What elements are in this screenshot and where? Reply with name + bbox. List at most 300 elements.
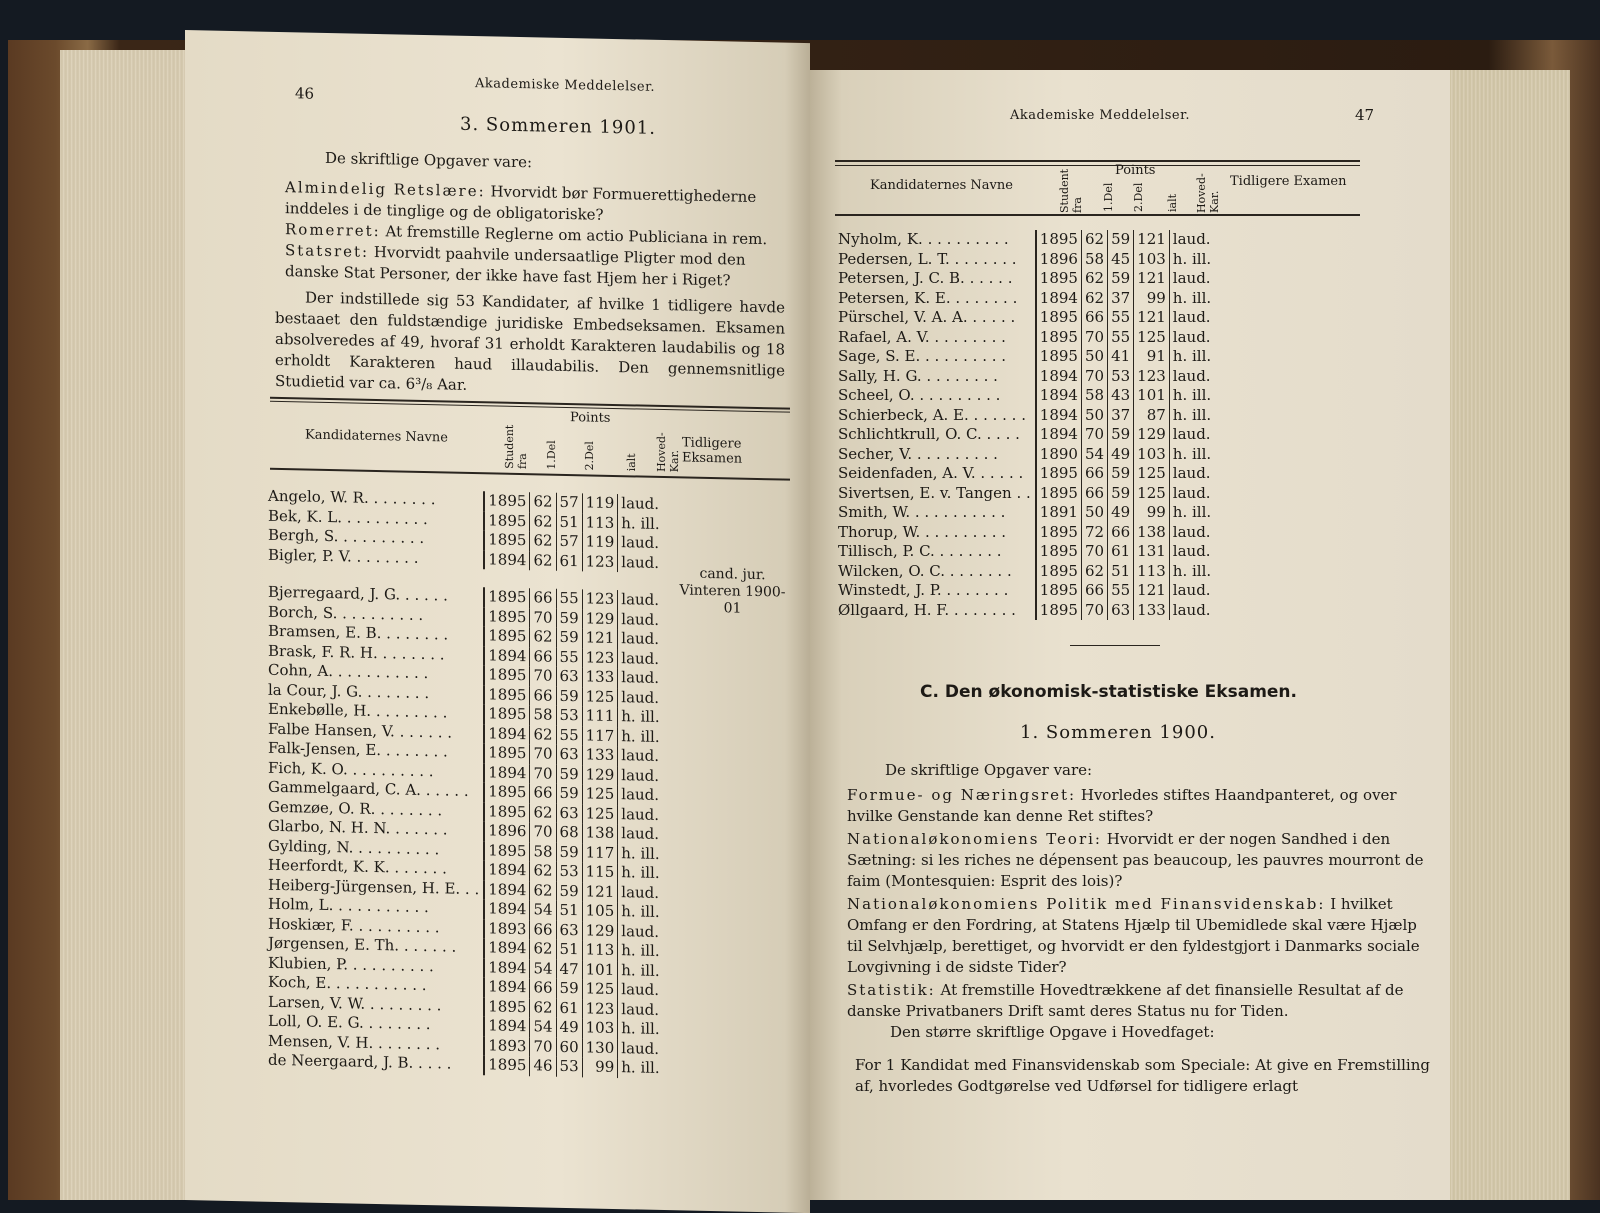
main-grade: h. ill. [618,961,665,981]
points-part-1: 54 [530,959,556,979]
student-year: 1895 [484,511,530,531]
main-grade: laud. [618,883,665,903]
student-year: 1894 [484,724,530,744]
section-c-title: C. Den økonomisk-statistiske Eksamen. [920,682,1297,702]
points-part-1: 62 [1081,269,1107,289]
points-total: 115 [582,862,618,882]
student-year: 1895 [484,802,530,822]
points-total: 133 [582,667,618,687]
column-header-del1: 1.Del [545,440,558,470]
table-row [835,445,1216,465]
larger-assignment-text: For 1 Kandidat med Finansvidenskab som Speciale: At give en Fremstilling af, hvorledes Godtgørelse ved Udførsel for tidligere erlagt [855,1056,1430,1095]
main-grade: laud. [1169,328,1216,348]
points-part-2: 51 [1108,562,1134,582]
points-part-1: 58 [1081,250,1107,270]
assignment-text: Hvorvidt paahvile undersaatlige Pligter mod den danske Stat Personer, der ikke have fast Hjem her i Riget? [285,242,746,290]
points-part-1: 50 [1081,406,1107,426]
candidate-name: Petersen, J. C. B. . . . . . [838,269,1013,287]
points-part-1: 70 [530,666,556,686]
column-header-hoved: Hoved-Kar. [1195,173,1221,213]
assignment-text: Hvorvidt er der nogen Sandhed i den Sætning: si les riches ne dépensent pas beaucoup, les pauvres mourront de faim (Montesquien: Esprit des lois)? [847,830,1424,890]
larger-assignment-heading: Den større skriftlige Opgave i Hovedfaget: [890,1023,1215,1041]
points-part-2: 55 [1108,308,1134,328]
assignment-item [847,785,1427,827]
candidate-name: Bigler, P. V. . . . . . . . [268,545,419,567]
column-header-del2: 2.Del [1132,182,1145,212]
student-year: 1895 [484,704,530,724]
column-header-tidligere: Tidligere Eksamen [682,435,743,467]
table-row [835,367,1216,387]
points-part-1: 70 [530,608,556,628]
grades-table [265,487,664,1079]
student-year: 1895 [484,782,530,802]
main-grade: h. ill. [618,727,665,747]
main-grade: h. ill. [618,941,665,961]
candidate-name: Mensen, V. H. . . . . . . . [268,1031,441,1053]
student-year: 1895 [484,665,530,685]
table-row [835,601,1216,621]
points-part-1: 66 [1081,464,1107,484]
assignment-text: I hvilket Omfang er den Fordring, at Statens Hjælp til Ubemidlede skal være Hjælp til Selvhjælp, berettiget, og hvorvidt er den fyldestgjort i Danmarks sociale Lovgivning i de sidste Tider? [847,895,1420,976]
main-grade: laud. [618,922,665,942]
points-part-1: 62 [530,998,556,1018]
points-part-1: 66 [1081,484,1107,504]
points-part-2: 59 [1108,464,1134,484]
candidate-name: Gylding, N. . . . . . . . . . [268,836,440,858]
page-edges-left [60,50,200,1200]
points-part-1: 54 [530,900,556,920]
points-part-2: 55 [556,589,582,609]
points-total: 91 [1134,347,1170,367]
student-year: 1896 [484,821,530,841]
points-part-2: 55 [1108,581,1134,601]
column-header-del1: 1.Del [1102,182,1115,212]
points-part-1: 58 [530,705,556,725]
page-number: 47 [1355,106,1375,124]
candidate-name: Scheel, O. . . . . . . . . . [838,386,1001,404]
points-part-2: 60 [556,1037,582,1057]
points-part-1: 62 [530,861,556,881]
points-total: 87 [1134,406,1170,426]
points-part-1: 70 [1081,542,1107,562]
points-total: 121 [1134,308,1170,328]
table-top-rule-thin [835,165,1360,166]
candidate-name: Bjerregaard, J. G. . . . . . [268,582,448,605]
main-grade: h. ill. [1169,562,1216,582]
assignment-subject: Almindelig Retslære: [285,178,486,201]
points-part-2: 68 [556,823,582,843]
main-grade: h. ill. [1169,503,1216,523]
points-total: 121 [582,628,618,648]
candidate-name: Borch, S. . . . . . . . . . [268,602,424,624]
points-part-2: 53 [1108,367,1134,387]
student-year: 1894 [484,1016,530,1036]
exam-summary: Der indstillede sig 53 Kandidater, af hvilke 1 tidligere havde bestaaet den fuldstændige juridiske Embedseksamen. Eksamen absolveredes af 49, hvoraf 31 erholdt Karakteren laudabilis og 18 erholdt Karakteren haud illaudabilis. Den gennemsnitlige Studietid var ca. 6³/₈ Aar. [275,288,785,394]
candidate-name: Heerfordt, K. K. . . . . . . [268,855,447,878]
main-grade: h. ill. [618,1058,665,1078]
points-part-2: 37 [1108,289,1134,309]
student-year: 1895 [1036,562,1082,582]
points-total: 129 [1134,425,1170,445]
main-grade: h. ill. [1169,289,1216,309]
points-part-1: 58 [1081,386,1107,406]
student-year: 1895 [484,607,530,627]
assignment-subject: Statistik: [847,981,936,999]
table-row [835,542,1216,562]
candidate-name: Holm, L. . . . . . . . . . . [268,894,429,917]
points-part-2: 55 [556,647,582,667]
points-part-2: 53 [556,1057,582,1077]
points-total: 129 [582,921,618,941]
main-grade: laud. [618,668,665,688]
section-title: 3. Sommeren 1901. [460,113,656,139]
main-grade: laud. [618,805,665,825]
candidate-name: la Cour, J. G. . . . . . . . [268,680,430,702]
student-year: 1895 [484,626,530,646]
points-part-1: 62 [530,939,556,959]
assignment-subject: Romerret: [285,220,381,241]
main-grade: h. ill. [1169,445,1216,465]
student-year: 1894 [484,977,530,997]
points-part-2: 49 [1108,445,1134,465]
table-row [835,328,1216,348]
main-grade: laud. [618,1000,665,1020]
running-header: Akademiske Meddelelser. [1010,108,1191,123]
candidate-name: Bramsen, E. B. . . . . . . . [268,621,449,644]
points-part-2: 59 [556,784,582,804]
points-part-2: 37 [1108,406,1134,426]
assignment-text: At fremstille Hovedtrækkene af det finansielle Resultat af de danske Privatbaners Drift samt deres Status nu for Tiden. [847,981,1404,1020]
points-total: 117 [582,843,618,863]
candidate-name: Cohn, A. . . . . . . . . . . [268,660,429,683]
candidate-name: Nyholm, K. . . . . . . . . . [838,230,1009,248]
student-year: 1894 [484,860,530,880]
points-part-1: 54 [1081,445,1107,465]
points-part-2: 57 [556,493,582,513]
candidate-name: Pürschel, V. A. A. . . . . . [838,308,1016,326]
points-total: 125 [582,804,618,824]
student-year: 1895 [484,530,530,550]
student-year: 1894 [1036,425,1082,445]
main-grade: h. ill. [618,1019,665,1039]
main-grade: laud. [1169,308,1216,328]
table-row [835,289,1216,309]
points-part-1: 66 [530,783,556,803]
points-part-1: 62 [1081,562,1107,582]
student-year: 1895 [1036,464,1082,484]
table-row [835,464,1216,484]
points-part-1: 66 [530,647,556,667]
points-part-1: 62 [530,492,556,512]
points-total: 111 [582,706,618,726]
candidate-name: Tillisch, P. C. . . . . . . . [838,542,1002,560]
running-header: Akademiske Meddelelser. [475,76,656,95]
points-part-2: 59 [1108,230,1134,250]
points-part-2: 45 [1108,250,1134,270]
candidate-name: Sivertsen, E. v. Tangen . . [838,483,1031,502]
points-part-2: 49 [556,1018,582,1038]
main-grade: laud. [1169,269,1216,289]
points-total: 119 [582,532,618,552]
candidate-name: Sally, H. G. . . . . . . . . [838,366,998,385]
points-part-1: 62 [1081,289,1107,309]
points-part-2: 59 [556,608,582,628]
points-total: 129 [582,765,618,785]
points-part-2: 66 [1108,523,1134,543]
table-row [835,347,1216,367]
candidate-name: Bergh, S. . . . . . . . . . [268,525,425,548]
points-total: 121 [1134,269,1170,289]
assignment-list [285,177,785,292]
points-part-1: 50 [1081,503,1107,523]
column-header-ialt: ialt [1166,193,1179,212]
points-part-2: 59 [556,842,582,862]
main-grade: h. ill. [1169,250,1216,270]
points-total: 130 [582,1038,618,1058]
points-total: 113 [582,513,618,533]
assignment-text: At fremstille Reglerne om actio Publiciana in rem. [385,222,768,249]
table-row [835,386,1216,406]
points-part-1: 72 [1081,523,1107,543]
candidate-name: Enkebølle, H. . . . . . . . . [268,699,448,722]
points-total: 129 [582,609,618,629]
points-part-2: 49 [1108,503,1134,523]
points-total: 99 [1134,289,1170,309]
student-year: 1894 [484,880,530,900]
candidate-name: Petersen, K. E. . . . . . . . [838,288,1018,307]
student-year: 1895 [484,491,530,511]
points-part-2: 59 [1108,484,1134,504]
table-row [835,308,1216,328]
points-part-1: 70 [530,822,556,842]
table-row [835,523,1216,543]
points-total: 121 [582,882,618,902]
student-year: 1895 [1036,542,1082,562]
points-total: 125 [582,979,618,999]
assignment-subject: Statsret: [285,241,370,261]
points-total: 121 [1134,581,1170,601]
main-grade: laud. [1169,484,1216,504]
student-year: 1894 [1036,367,1082,387]
grades-table [835,230,1216,620]
points-part-1: 70 [530,744,556,764]
points-part-1: 62 [530,725,556,745]
points-part-2: 55 [1108,328,1134,348]
main-grade: laud. [1169,367,1216,387]
student-year: 1894 [484,646,530,666]
points-part-2: 63 [1108,601,1134,621]
points-part-2: 59 [556,628,582,648]
main-grade: h. ill. [1169,347,1216,367]
points-total: 119 [582,493,618,513]
points-total: 133 [582,745,618,765]
points-part-2: 53 [556,706,582,726]
student-year: 1895 [1036,230,1082,250]
points-part-1: 70 [530,764,556,784]
student-year: 1895 [1036,523,1082,543]
table-top-rule [835,160,1360,162]
points-part-2: 53 [556,862,582,882]
points-part-1: 70 [1081,425,1107,445]
points-part-1: 58 [530,842,556,862]
points-total: 123 [582,999,618,1019]
points-part-1: 62 [530,512,556,532]
candidate-name: Smith, W. . . . . . . . . . . [838,503,1006,521]
column-header-points: Points [1115,163,1156,178]
main-grade: laud. [618,746,665,766]
student-year: 1895 [484,685,530,705]
points-total: 101 [1134,386,1170,406]
points-total: 123 [1134,367,1170,387]
column-header-student: Student fra [1058,168,1084,213]
points-part-2: 61 [556,998,582,1018]
column-header-names: Kandidaternes Navne [305,427,448,446]
student-year: 1895 [484,997,530,1017]
main-grade: laud. [1169,464,1216,484]
points-part-2: 51 [556,901,582,921]
points-part-1: 62 [530,551,556,571]
assignments-intro: De skriftlige Opgaver vare: [885,761,1093,779]
main-grade: h. ill. [618,844,665,864]
student-year: 1894 [484,763,530,783]
points-part-2: 57 [556,532,582,552]
column-header-points: Points [570,410,611,426]
points-part-2: 43 [1108,386,1134,406]
main-grade: h. ill. [618,514,665,534]
points-part-1: 70 [1081,328,1107,348]
points-part-2: 63 [556,745,582,765]
table-header-rule [270,468,790,481]
candidate-name: Angelo, W. R. . . . . . . . [268,486,436,509]
points-total: 103 [582,1018,618,1038]
column-header-del2: 2.Del [583,440,596,471]
main-grade: h. ill. [618,863,665,883]
candidate-name: Koch, E. . . . . . . . . . . [268,972,427,995]
student-year: 1895 [1036,269,1082,289]
previous-exam-note: cand. jur. Vinteren 1900-01 [679,565,786,617]
main-grade: laud. [618,824,665,844]
assignment-text: Hvorledes stiftes Haandpanteret, og over hvilke Genstande kan denne Ret stiftes? [847,786,1397,825]
points-total: 99 [1134,503,1170,523]
points-part-2: 51 [556,512,582,532]
points-total: 117 [582,726,618,746]
column-header-hoved: Hoved-Kar. [655,432,681,473]
student-year: 1894 [484,899,530,919]
main-grade: laud. [618,590,665,610]
main-grade: laud. [618,494,665,514]
student-year: 1895 [1036,484,1082,504]
table-row [835,269,1216,289]
main-grade: laud. [1169,601,1216,621]
student-year: 1895 [1036,328,1082,348]
points-part-1: 70 [1081,601,1107,621]
table-row [835,230,1216,250]
points-part-2: 55 [556,725,582,745]
student-year: 1895 [484,841,530,861]
candidate-name: Fich, K. O. . . . . . . . . . [268,758,434,780]
points-part-1: 66 [530,920,556,940]
points-total: 138 [582,823,618,843]
points-total: 125 [1134,484,1170,504]
main-grade: laud. [618,553,665,573]
section-title: 1. Sommeren 1900. [1020,722,1216,743]
assignment-subject: Formue- og Næringsret: [847,786,1077,804]
main-grade: laud. [618,785,665,805]
points-part-1: 66 [1081,308,1107,328]
points-part-1: 62 [530,627,556,647]
points-total: 105 [582,901,618,921]
main-grade: h. ill. [618,707,665,727]
main-grade: h. ill. [1169,386,1216,406]
points-total: 125 [582,687,618,707]
candidate-name: Gemzøe, O. R. . . . . . . . [268,797,443,819]
grades-table-body [835,230,1216,620]
main-grade: laud. [618,980,665,1000]
points-total: 125 [582,784,618,804]
candidate-name: Øllgaard, H. F. . . . . . . . [838,600,1016,619]
points-total: 113 [582,940,618,960]
candidate-name: Hoskiær, F. . . . . . . . . . [268,914,440,936]
points-part-2: 51 [556,940,582,960]
table-row [835,503,1216,523]
student-year: 1895 [1036,347,1082,367]
student-year: 1895 [484,743,530,763]
candidate-name: Gammelgaard, C. A. . . . . . [268,777,469,800]
points-part-2: 63 [556,920,582,940]
candidate-name: Thorup, W. . . . . . . . . . [838,522,1007,541]
candidate-name: Klubien, P. . . . . . . . . . [268,953,434,975]
points-part-2: 59 [556,881,582,901]
points-part-1: 66 [530,588,556,608]
table-row [835,425,1216,445]
candidate-name: Heiberg-Jürgensen, H. E. . . [268,875,480,898]
student-year: 1895 [484,587,530,607]
main-grade: laud. [618,533,665,553]
column-header-student: Student fra [503,424,529,470]
points-total: 99 [582,1057,618,1077]
assignment-subject: Nationaløkonomiens Politik med Finansvidenskab: [847,895,1326,913]
points-part-2: 41 [1108,347,1134,367]
points-part-2: 63 [556,667,582,687]
assignment-item [847,829,1427,892]
candidate-name: Larsen, V. W. . . . . . . . . [268,992,442,1014]
student-year: 1893 [484,919,530,939]
points-part-2: 63 [556,803,582,823]
points-part-2: 61 [1108,542,1134,562]
table-row [835,484,1216,504]
table-header-rule [835,214,1360,216]
candidate-name: Pedersen, L. T. . . . . . . . [838,249,1017,268]
points-part-2: 59 [556,686,582,706]
candidate-name: Schierbeck, A. E. . . . . . . [838,405,1026,424]
assignments-intro: De skriftlige Opgaver vare: [325,148,533,172]
student-year: 1895 [1036,581,1082,601]
points-total: 103 [1134,445,1170,465]
assignment-item [847,894,1427,978]
points-part-1: 50 [1081,347,1107,367]
main-grade: laud. [618,649,665,669]
student-year: 1894 [484,550,530,570]
points-total: 101 [582,960,618,980]
student-year: 1893 [484,1036,530,1056]
grades-table-body [265,487,664,1079]
points-part-1: 46 [530,1056,556,1076]
page-number: 46 [295,84,315,103]
main-grade: laud. [618,1039,665,1059]
points-part-1: 70 [1081,367,1107,387]
main-grade: laud. [618,688,665,708]
student-year: 1896 [1036,250,1082,270]
